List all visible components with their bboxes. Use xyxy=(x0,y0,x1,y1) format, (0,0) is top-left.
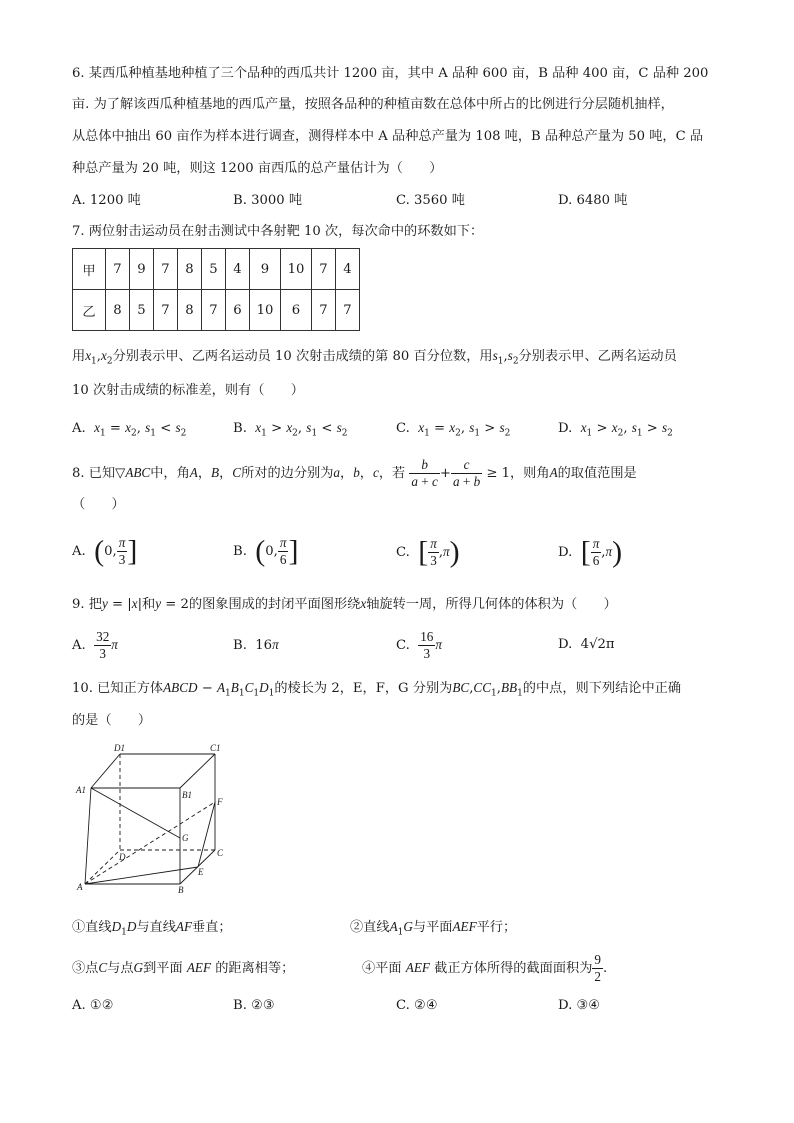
segment-ef xyxy=(198,802,215,867)
q6-line4: 种总产量为 20 吨，则这 1200 亩西瓜的总产量估计为（ ） xyxy=(72,161,443,176)
label-b1: B1 xyxy=(182,790,192,800)
edge-b1c1 xyxy=(180,754,215,788)
label-a: A xyxy=(77,882,83,892)
table-cell: 7 xyxy=(106,249,130,290)
q8-option-b[interactable]: B. (0, $\frac{\pi}{6}$ ] xyxy=(233,534,299,568)
label-c: C xyxy=(217,848,224,858)
q10-statement-1: ①直线$D_1D$与直线AF垂直； xyxy=(72,919,232,938)
q9-stem: 9. 把y = |x|和y = 2的图象围成的封闭平面图形绕x轴旋转一周，所得几何体的体积为（ ） xyxy=(72,596,617,612)
q7-line2: 用$x_1,x_2$分别表示甲、乙两名运动员 10 次射击成绩的第 80 百分位数，用$s_1,s_2$分别表示甲、乙两名运动员 xyxy=(72,348,677,367)
q9-option-b[interactable]: B. 16π xyxy=(233,637,279,653)
scores-table xyxy=(72,248,360,331)
table-cell: 4 xyxy=(226,249,250,290)
q10-option-d[interactable]: D. ③④ xyxy=(558,998,601,1013)
q7-line3: 10 次射击成绩的标准差，则有（ ） xyxy=(72,383,304,398)
table-cell: 7 xyxy=(312,249,336,290)
label-d: D xyxy=(119,852,126,862)
table-cell: 9 xyxy=(130,249,154,290)
q7-option-b[interactable]: B. $x_1 > x_2$, $s_1 < s_2$ xyxy=(233,420,348,439)
q6-line2: 亩. 为了解该西瓜种植基地的西瓜产量，按照各品种的种植亩数在总体中所占的比例进行分层随机抽样， xyxy=(72,97,674,112)
label-d1: D1 xyxy=(114,743,125,753)
q7-option-c[interactable]: C. $x_1 = x_2$, $s_1 > s_2$ xyxy=(396,420,511,439)
table-cell: 8 xyxy=(178,249,202,290)
q10-statement-2: ②直线$A_1G$与平面AEF平行； xyxy=(350,919,517,938)
q10-stem: 10. 已知正方体ABCD − $A_1B_1C_1D_1$的棱长为 2，E，F，G 分别为$BC,CC_1,BB_1$的中点，则下列结论中正确 xyxy=(72,680,682,699)
q8-option-c[interactable]: C. [ $\frac{\pi}{3}$ ,π) xyxy=(396,535,460,569)
q6-option-c[interactable]: C. 3560 吨 xyxy=(396,193,465,208)
q10-option-b[interactable]: B. ②③ xyxy=(233,998,275,1013)
table-row xyxy=(73,249,360,290)
label-c1: C1 xyxy=(210,743,221,753)
table-cell: 8 xyxy=(178,290,202,331)
q9-option-d[interactable]: D. 4√2π xyxy=(558,637,615,652)
table-cell: 7 xyxy=(336,290,360,331)
label-e: E xyxy=(198,867,204,877)
hidden-segment-af xyxy=(85,802,215,884)
segment-ae xyxy=(85,867,198,884)
label-f: F xyxy=(217,797,223,807)
table-cell: 10 xyxy=(281,249,312,290)
table-cell: 7 xyxy=(154,249,178,290)
table-cell: 9 xyxy=(250,249,281,290)
table-row-label: 乙 xyxy=(73,290,106,331)
q10-line2: 的是（ ） xyxy=(72,713,152,728)
q9-option-c[interactable]: C. $\frac{16}{3}$ π xyxy=(396,629,442,661)
table-cell: 6 xyxy=(281,290,312,331)
table-cell: 5 xyxy=(130,290,154,331)
cube-figure xyxy=(72,742,232,894)
q9-option-a[interactable]: A. $\frac{32}{3}$ π xyxy=(72,629,118,661)
label-a1: A1 xyxy=(76,785,86,795)
q6-line3: 从总体中抽出 60 亩作为样本进行调查，测得样本中 A 品种总产量为 108 吨，B 品种总产量为 50 吨，C 品 xyxy=(72,129,704,144)
table-cell: 8 xyxy=(106,290,130,331)
label-b: B xyxy=(178,885,184,894)
table-cell: 10 xyxy=(250,290,281,331)
q6-option-b[interactable]: B. 3000 吨 xyxy=(233,193,303,208)
q7-option-d[interactable]: D. $x_1 > x_2$, $s_1 > s_2$ xyxy=(558,420,673,439)
fraction: $\frac{c}{a + b}$ xyxy=(452,457,481,489)
table-row xyxy=(73,290,360,331)
table-cell: 7 xyxy=(154,290,178,331)
segment-a1g xyxy=(91,788,180,838)
edge-a1d1 xyxy=(91,754,120,788)
label-g: G xyxy=(182,833,189,843)
table-cell: 4 xyxy=(336,249,360,290)
table-row-label: 甲 xyxy=(73,249,106,290)
q10-option-c[interactable]: C. ②④ xyxy=(396,998,438,1013)
q10-option-a[interactable]: A. ①② xyxy=(72,998,114,1013)
table-cell: 7 xyxy=(202,290,226,331)
q6-line1: 6. 某西瓜种植基地种植了三个品种的西瓜共计 1200 亩，其中 A 品种 600 亩，B 品种 400 亩，C 品种 200 xyxy=(72,66,709,81)
q8-stem: 8. 已知▽ABC中，角A，B，C所对的边分别为a，b，c，若 $\frac{b}{a + c}$ + $\frac{c}{a + b}$ ≥ 1，则角A的取值范围是 xyxy=(72,457,637,489)
table-cell: 7 xyxy=(312,290,336,331)
q10-statement-3: ③点C与点G到平面 AEF 的距离相等； xyxy=(72,960,295,976)
q10-statement-4: ④平面 AEF 截正方体所得的截面面积为 $\frac{9}{2}$ . xyxy=(362,952,608,984)
q7-option-a[interactable]: A. $x_1 = x_2$, $s_1 < s_2$ xyxy=(72,420,187,439)
q6-option-d[interactable]: D. 6480 吨 xyxy=(558,193,628,208)
edge-a1a xyxy=(85,788,91,884)
q8-option-d[interactable]: D. [ $\frac{\pi}{6}$ ,π) xyxy=(558,535,623,569)
hidden-edge-ad xyxy=(85,850,120,884)
table-cell: 6 xyxy=(226,290,250,331)
table-cell: 5 xyxy=(202,249,226,290)
q8-option-a[interactable]: A. (0, $\frac{\pi}{3}$ ] xyxy=(72,534,138,568)
q6-option-a[interactable]: A. 1200 吨 xyxy=(72,193,141,208)
q7-stem: 7. 两位射击运动员在射击测试中各射靶 10 次，每次命中的环数如下： xyxy=(72,224,484,239)
q8-paren: （ ） xyxy=(72,497,125,512)
fraction: $\frac{b}{a + c}$ xyxy=(411,457,438,489)
